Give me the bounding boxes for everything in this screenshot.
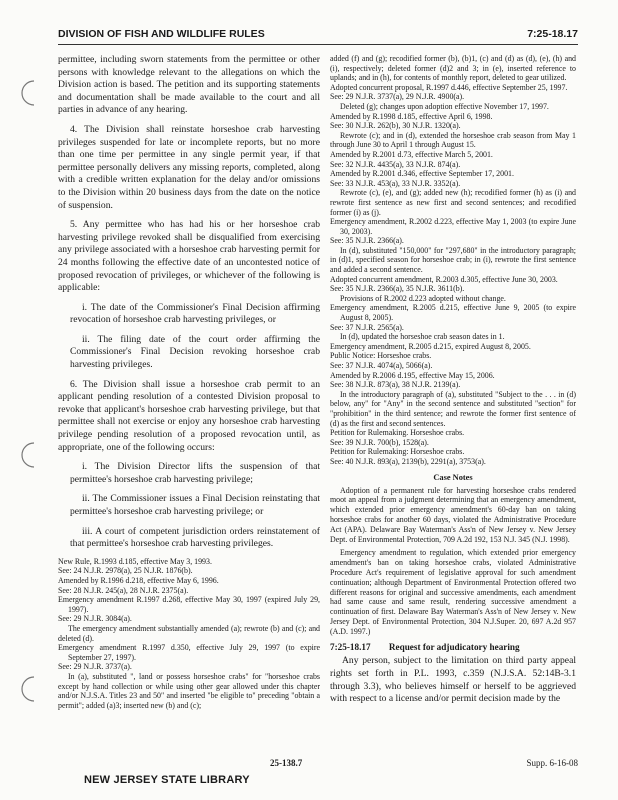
case-notes-heading: Case Notes	[433, 472, 473, 482]
history-line: Adopted concurrent proposal, R.1997 d.446, effective September 25, 1997.	[330, 82, 568, 92]
history-line: Rewrote (c); and in (d), extended the horseshoe crab season from May 1 through June 30 to April 1 through August 15.	[330, 130, 576, 150]
paragraph-4: 4. The Division shall reinstate horseshoe crab harvesting privileges suspended for late or incomplete reports, but no more than one time per permittee in any single permit year, if that permittee personally delivers any missing reports, completed, along with a credible written explanation for the delay and/or omissions to the Division within 20 business days from the date on the notice of suspension.	[58, 123, 320, 211]
case-note: Adoption of a permanent rule for harvesting horseshoe crabs rendered moot an appeal from a judgment determining that an emergency amendment, which extended prior emergency amendment's 60-day ban on taking horseshoe crabs for another 60 days, violated the Administrative Procedure Act (APA). Delaware Bay Waterman's Ass'n of New Jersey v. New Jersey Dept. of Environmental Protection, 709 A.2d 192, 153 N.J. 345 (N.J. 1998).	[330, 485, 576, 544]
supplement-date: Supp. 6-16-08	[526, 758, 578, 768]
history-notes-right	[330, 54, 576, 467]
section-text: Any person, subject to the limitation on third party appeal rights set forth in P.L. 1993, c.359 (N.J.S.A. 52:14B-3.1 through 3.3), who believes himself or herself to be aggrieved with respect to a license and/or permit decision made by the	[330, 655, 576, 705]
header-chapter-title: DIVISION OF FISH AND WILDLIFE RULES	[58, 28, 265, 40]
history-line: Adopted concurrent amendment, R.2003 d.305, effective June 30, 2003.	[330, 274, 558, 284]
history-line: Emergency amendment R.1997 d.350, effective July 29, 1997 (to expire September 27, 1997).	[58, 643, 320, 662]
paragraph-5-ii: ii. The filing date of the court order affirming the Commissioner's Final Decision revoking horseshoe crab harvesting privileges.	[70, 333, 320, 371]
paragraph-6-iii: iii. A court of competent jurisdiction orders reinstatement of that permittee's horseshoe crab harvesting privileges.	[70, 525, 320, 550]
history-line: See: 37 N.J.R. 2565(a).	[330, 322, 404, 332]
history-line: See: 28 N.J.R. 245(a), 28 N.J.R. 2375(a).	[58, 585, 189, 595]
section-heading	[330, 642, 576, 652]
paragraph-5: 5. Any permittee who has had his or her horseshoe crab harvesting privilege revoked shall be disqualified from exercising any privilege associated with a horseshoe crab harvesting permit for 24 months following the effective date of an uncontested notice of proposed revocation of privileges, or whichever of the following is applicable:	[58, 219, 320, 294]
history-line: Amended by R.2006 d.195, effective May 15, 2006.	[330, 370, 495, 380]
history-line: In the introductory paragraph of (a), substituted "Subject to the . . . in (d) below, any" for "Any" in the second sentence and substituted "section" for "prohibition" in the third sentence; and rewrote the former first sentence of (d) as the first and second sentences.	[330, 389, 576, 428]
history-line: See: 29 N.J.R. 3737(a), 29 N.J.R. 4900(a).	[330, 92, 465, 102]
history-line: Amended by R.1998 d.185, effective April 6, 1998.	[330, 111, 493, 121]
history-line: See: 39 N.J.R. 700(b), 1528(a).	[330, 437, 429, 447]
section-number: 7:25-18.17	[330, 642, 371, 653]
history-line: Rewrote (c), (e), and (g); added new (h); recodified former (h) as (i) and rewrote first sentence as new first and second sentences; and recodified former (i) as (j).	[330, 188, 576, 217]
case-note: Emergency amendment to regulation, which extended prior emergency amendment's ban on taking horseshoe crabs, violated Administrative Procedure Act's requirement of legislative approval for such amendment continuation; although Department of Environmental Protection offered two different reasons for original and successive amendments, each amendment had same cause and same result, rendering successive amendment a continuation of first. Delaware Bay Waterman's Ass'n of New Jersey v. New Jersey Dept. of Environmental Protection, 304 N.J.Super. 20, 697 A.2d 957 (A.D. 1997.)	[330, 548, 576, 636]
history-line: Petition for Rulemaking. Horseshoe crabs.	[330, 428, 465, 438]
paragraph-6: 6. The Division shall issue a horseshoe crab permit to an applicant pending resolution of a contested Division proposal to revoke that applicant's horseshoe crab harvesting privilege, but that permittee shall not exercise or enjoy any horseshoe crab harvesting privilege pending resolution of a proposed revocation until, as appropriate, one of the following occurs:	[58, 378, 320, 453]
running-header	[58, 28, 578, 45]
history-line: See: 30 N.J.R. 262(b), 30 N.J.R. 1320(a).	[330, 121, 461, 131]
paragraph-6-ii: ii. The Commissioner issues a Final Decision reinstating that permittee's horseshoe crab harvesting privilege; or	[70, 493, 320, 517]
page-number: 25-138.7	[270, 758, 303, 768]
history-line: New Rule, R.1993 d.185, effective May 3, 1993.	[58, 556, 212, 566]
left-column	[58, 54, 320, 710]
history-line: In (a), substituted ", land or possess horseshoe crabs" for "horseshoe crabs except by hand collection or while using other gear allowed under this chapter and/or N.J.S.A. Titles 23 and 50" and inserted "be eligible to" preceding "obtain a permit"; added (a)3; inserted new (b) and (c);	[58, 671, 320, 710]
history-line: See: 35 N.J.R. 2366(a), 35 N.J.R. 3611(b).	[330, 284, 465, 294]
binder-hole-icon	[14, 78, 40, 108]
binder-hole-icon	[14, 440, 40, 470]
history-line: The emergency amendment substantially amended (a); rewrote (b) and (c); and deleted (d).	[58, 623, 320, 643]
paragraph-5-i: i. The date of the Commissioner's Final Decision affirming revocation of horseshoe crab harvesting privileges, or	[70, 301, 320, 326]
history-line: See: 38 N.J.R. 873(a), 38 N.J.R. 2139(a).	[330, 380, 461, 390]
history-line: See: 32 N.J.R. 4435(a), 33 N.J.R. 874(a).	[330, 159, 461, 169]
header-section-number: 7:25-18.17	[527, 28, 578, 40]
history-line: See: 37 N.J.R. 4074(a), 5066(a).	[330, 361, 433, 370]
history-line: See: 29 N.J.R. 3084(a).	[58, 614, 132, 624]
library-stamp: NEW JERSEY STATE LIBRARY	[84, 774, 250, 786]
history-line: Emergency amendment, R.2002 d.223, effective May 1, 2003 (to expire June 30, 2003).	[330, 217, 576, 236]
history-line: Amended by R.2001 d.346, effective September 17, 2001.	[330, 169, 514, 179]
history-line: See: 35 N.J.R. 2366(a).	[330, 236, 404, 246]
history-line: added (f) and (g); recodified former (b), (b)1, (c) and (d) as (d), (e), (h) and (i), respectively; deleted former (d)2 and 3; in (e), inserted reference to uplands; and in (h), for contents of monthly report, deleted to gear utilized.	[330, 54, 576, 83]
history-line: Emergency amendment, R.2005 d.215, expired August 8, 2005.	[330, 341, 531, 351]
paragraph-6-i: i. The Division Director lifts the suspension of that permittee's horseshoe crab harvesting privilege;	[70, 461, 320, 485]
history-line: Emergency amendment, R.2005 d.215, effective June 9, 2005 (to expire August 8, 2005).	[330, 303, 576, 323]
history-line: In (d), substituted "150,000" for "297,680" in the introductory paragraph; in (d)1, specified season for horseshoe crab; in (i), rewrote the first sentence and added a second sentence.	[330, 245, 576, 275]
history-line: Petition for Rulemaking: Horseshoe crabs.	[330, 447, 465, 457]
history-line: See: 29 N.J.R. 3737(a).	[58, 662, 132, 672]
section-title: Request for adjudicatory hearing	[388, 642, 520, 653]
paragraph-continuation: permittee, including sworn statements from the permittee or other persons with knowledge relevant to the allegations on which the Division action is based. The petition and its supporting statements and documentation shall be made available to the court and all parties in advance of any hearing.	[58, 54, 320, 116]
history-line: See: 24 N.J.R. 2978(a), 25 N.J.R. 1876(b).	[58, 566, 193, 576]
history-line: Amended by R.1996 d.218, effective May 6, 1996.	[58, 575, 219, 585]
right-column	[330, 54, 576, 706]
history-line: Amended by R.2001 d.73, effective March 5, 2001.	[330, 149, 493, 159]
binder-hole-icon	[14, 674, 40, 704]
history-line: Public Notice: Horseshoe crabs.	[330, 351, 432, 361]
history-line: Provisions of R.2002 d.223 adopted without change.	[340, 293, 506, 303]
history-line: Deleted (g); changes upon adoption effective November 17, 1997.	[340, 101, 549, 111]
history-notes-left	[58, 557, 320, 711]
history-line: See: 40 N.J.R. 893(a), 2139(b), 2291(a), 3753(a).	[330, 456, 486, 466]
history-line: Emergency amendment R.1997 d.268, effective May 30, 1997 (expired July 29, 1997).	[58, 595, 320, 614]
history-line: See: 33 N.J.R. 453(a), 33 N.J.R. 3352(a).	[330, 178, 461, 188]
history-line: In (d), updated the horseshoe crab season dates in 1.	[340, 332, 505, 342]
